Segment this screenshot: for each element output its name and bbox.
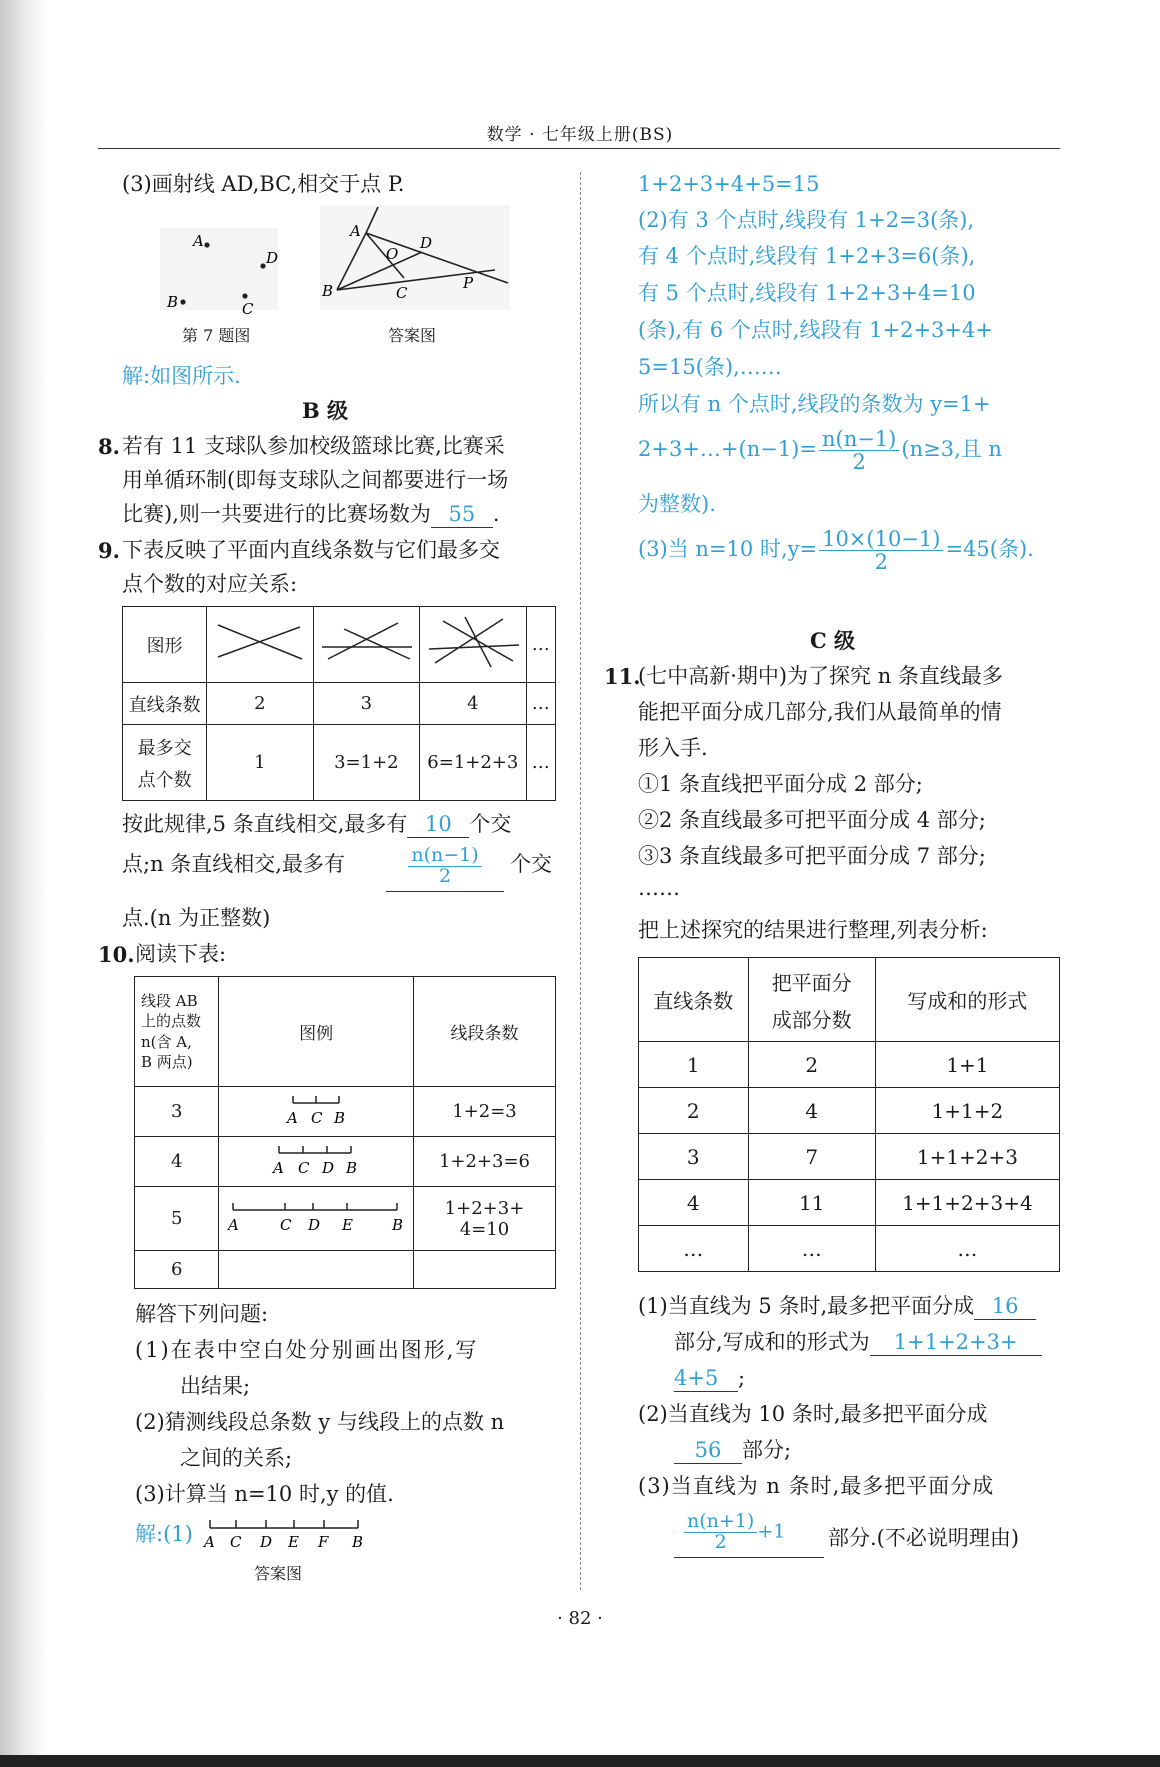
q9-follow1-post: 个交 [469,812,512,836]
q11-p1-end: ; [738,1366,746,1390]
seg-label: B [334,1109,346,1127]
q10-row-count: 1+2+3=6 [413,1137,555,1187]
q9-line2: 点个数的对应关系: [122,572,298,596]
q7-part3: (3)画射线 AD,BC,相交于点 P. [122,172,405,196]
q10-sol-frac-num: n(n−1) [819,428,899,451]
seg-label: F [318,1533,329,1551]
seg-label: D [308,1216,321,1234]
q11-head-lines: 直线条数 [639,958,749,1042]
q8-line2: 用单循环制(即每支球队之间都要进行一场 [122,468,509,492]
q10-head-l1: 线段 AB [141,992,198,1010]
q9-points-cell: 1 [207,725,313,801]
q10-sol-line10-pre: (3)当 n=10 时,y= [638,537,818,562]
q10-head-l2: 上的点数 [141,1012,202,1031]
seg-label: A [228,1216,239,1234]
label-d: D [420,234,433,252]
q11-line4: 把上述探究的结果进行整理,列表分析: [638,918,988,942]
q10-ask: 解答下列问题: [135,1302,269,1326]
q10-sol-frac-den: 2 [852,450,866,475]
q9-points-cell: 6=1+2+3 [420,725,526,801]
q10-sol-line8-pre: 2+3+…+(n−1)= [638,437,817,462]
q11-head-parts-l1: 把平面分 [771,970,852,995]
seg-label: B [352,1533,364,1551]
q9-ellipsis: … [526,607,555,683]
q11-head-parts-l2: 成部分数 [771,1007,852,1032]
q11-table [638,957,1060,1272]
q7-answer-bg [320,205,510,310]
section-c-heading: C 级 [810,628,856,653]
seg-label: C [298,1159,310,1177]
q11-p1-line2 [674,1330,1042,1356]
q11-cell: … [639,1226,749,1272]
q11-cell: 3 [639,1134,749,1180]
q11-cell: 1+1+2+3 [875,1134,1059,1180]
q10-row-count [413,1187,555,1251]
q10-p2-l1: (2)猜测线段总条数 y 与线段上的点数 n [135,1410,505,1434]
q10-sol-line6: 5=15(条),…… [638,355,782,379]
q9-table [122,606,556,801]
seg-label: A [273,1159,284,1177]
seg-label: C [230,1533,242,1551]
q10-sol-frac2-den: 2 [874,550,888,575]
q9-row-count-head: 直线条数 [123,683,207,725]
point-c [242,293,247,298]
q7-answer-figure [320,205,510,313]
q10-row-count: 1+2=3 [413,1087,555,1137]
label-o: O [386,245,399,263]
q10-sol-line10 [638,528,1034,573]
q11-p3-den: 2 [714,1530,727,1553]
q11-p2-post: 部分; [742,1438,792,1462]
q10-head-count: 线段条数 [413,977,555,1087]
q9-follow-line1 [122,812,511,838]
q9-answer1: 10 [407,812,469,838]
label-d: D [266,249,279,267]
q11-cell: 4 [748,1088,875,1134]
section-b-heading: B 级 [302,398,349,423]
q9-number: 9. [98,538,120,563]
q9-follow2-text: 点;n 条直线相交,最多有 [122,852,345,876]
header-rule [98,148,1060,149]
q11-p2-answer: 56 [674,1438,742,1464]
fig-label-q7: 第 7 题图 [182,326,251,345]
q10-row-n: 4 [135,1137,219,1187]
seg-label: B [392,1216,404,1234]
q10-empty-figure [219,1251,414,1289]
point-b [180,299,185,304]
q9-line1: 下表反映了平面内直线条数与它们最多交 [122,538,500,562]
running-header: 数学 · 七年级上册(BS) [486,125,674,145]
q10-p1-l1: (1)在表中空白处分别画出图形,写 [135,1338,479,1362]
seg-label: C [311,1109,323,1127]
seg-label: D [260,1533,273,1551]
q10-sol-line2: (2)有 3 个点时,线段有 1+2=3(条), [638,208,975,232]
q10-p2-l2: 之间的关系; [180,1446,293,1470]
seg-label: D [322,1159,335,1177]
q9-row-points-head [123,725,207,801]
q10-number: 10. [98,942,135,967]
q8-line3-text: 比赛),则一共要进行的比赛场数为 [122,502,431,526]
q9-answer2-den: 2 [438,864,452,887]
q9-count-cell: 2 [207,683,313,725]
q10-count-l2: 4=10 [459,1218,510,1240]
q10-head-points [135,977,219,1087]
q9-follow1-text: 按此规律,5 条直线相交,最多有 [122,812,408,836]
q8-line3 [122,502,500,528]
q10-sol-line8 [638,428,1002,473]
q11-cell: … [748,1226,875,1272]
q10-row-n: 5 [135,1187,219,1251]
q11-line3: 形入手. [638,736,708,760]
q11-cell: 4 [639,1180,749,1226]
bottom-edge-bar [0,1755,1160,1767]
q11-case3: ③3 条直线最多可把平面分成 7 部分; [638,844,986,868]
column-divider [580,172,581,1590]
q11-cell: 1+1+2+3+4 [875,1180,1059,1226]
q11-p1-text: (1)当直线为 5 条时,最多把平面分成 [638,1294,975,1318]
q9-count-cell: 4 [420,683,526,725]
q10-row-n: 6 [135,1251,219,1289]
q8-answer: 55 [431,502,493,528]
q10-sol-line10-post: =45(条). [945,537,1034,562]
q10-p1-l2: 出结果; [180,1374,251,1398]
q11-cell: 1+1+2 [875,1088,1059,1134]
point-d [260,263,265,268]
q10-table [134,976,556,1289]
q11-p1-answer2a: 1+1+2+3+ [870,1330,1042,1356]
q9-figure-2-lines [207,607,313,683]
label-a: A [193,232,204,250]
q11-cell: … [875,1226,1059,1272]
q11-p2-line1: (2)当直线为 10 条时,最多把平面分成 [638,1402,988,1426]
point-a [204,242,209,247]
q10-solution-prefix: 解:(1) [135,1522,193,1546]
q8-period: . [492,502,500,526]
q10-sol-line7: 所以有 n 个点时,线段的条数为 y=1+ [638,392,991,416]
q11-cell: 7 [748,1134,875,1180]
label-c: C [396,284,408,302]
q11-p3-post: 部分.(不必说明理由) [828,1526,1020,1550]
q11-p3-num: n(n+1) [684,1512,757,1533]
label-b: B [322,282,334,300]
q10-head-figure: 图例 [219,977,414,1087]
q11-p1-line3 [674,1366,745,1392]
q10-count-l1: 1+2+3+ [444,1197,525,1219]
q11-cell: 11 [748,1180,875,1226]
q10-sol-frac2-num: 10×(10−1) [819,528,943,551]
q11-head-sum: 写成和的形式 [875,958,1059,1042]
q7-figure [160,228,280,318]
q11-cell: 2 [639,1088,749,1134]
q10-sol-line8-post: (n≥3,且 n [901,437,1002,462]
q11-cell: 1 [639,1042,749,1088]
seg-label: B [346,1159,358,1177]
q11-cell: 1+1 [875,1042,1059,1088]
label-b: B [167,293,179,311]
q9-ellipsis: … [526,683,555,725]
q11-head-parts [748,958,875,1042]
q11-p1-line1 [638,1294,1036,1320]
q9-figure-3-lines [313,607,419,683]
q10-p3: (3)计算当 n=10 时,y 的值. [135,1482,394,1506]
q11-cell: 2 [748,1042,875,1088]
q10-row-n: 3 [135,1087,219,1137]
q11-case1: ①1 条直线把平面分成 2 部分; [638,772,923,796]
q11-p3-answer [674,1512,824,1558]
q10-head-l4: B 两点) [141,1052,193,1071]
q9-figure-4-lines [420,607,526,683]
seg-label: E [342,1216,354,1234]
q10-answer-fig-label: 答案图 [254,1564,303,1583]
page-number: · 82 · [557,1608,603,1629]
q11-p1-answer2b: 4+5 [674,1366,738,1392]
label-a: A [350,222,361,240]
q11-p1-answer: 16 [974,1294,1036,1320]
q9-points-head-l1: 最多交 [137,737,192,759]
q11-p3-line1: (3)当直线为 n 条时,最多把平面分成 [638,1474,995,1498]
q10-sol-line4: 有 5 个点时,线段有 1+2+3+4=10 [638,281,976,305]
q10-sol-line1: 1+2+3+4+5=15 [638,172,820,196]
seg-label: A [287,1109,298,1127]
seg-label: E [288,1533,299,1551]
q10-figure-5-points [219,1187,414,1251]
seg-label: A [204,1533,215,1551]
q9-count-cell: 3 [313,683,419,725]
q9-answer2-num: n(n−1) [408,846,481,867]
q11-p2-line2 [674,1438,791,1464]
q9-answer2 [386,846,504,892]
q11-number: 11. [604,664,641,689]
q9-points-cell: 3=1+2 [313,725,419,801]
label-p: P [463,274,474,292]
q10-intro: 阅读下表: [135,942,227,966]
q7-solution: 解:如图所示. [122,364,241,388]
q11-dots: …… [638,876,680,900]
q10-figure-4-points [219,1137,414,1187]
q10-sol-line5: (条),有 6 个点时,线段有 1+2+3+4+ [638,318,993,342]
q11-p3-plus: +1 [757,1520,786,1543]
page-edge-shadow [0,0,48,1767]
seg-label: C [280,1216,292,1234]
q9-follow3: 点.(n 为正整数) [122,906,271,930]
q8-line1: 若有 11 支球队参加校级篮球比赛,比赛采 [122,434,505,458]
label-c: C [242,300,254,318]
q9-row-figure-head: 图形 [123,607,207,683]
q10-head-l3: n(含 A, [141,1032,192,1051]
q8-number: 8. [98,434,120,459]
q11-case2: ②2 条直线最多可把平面分成 4 部分; [638,808,986,832]
q9-points-head-l2: 点个数 [137,769,192,791]
fig-label-answer: 答案图 [388,326,437,345]
q10-sol-line3: 有 4 个点时,线段有 1+2+3=6(条), [638,244,976,268]
q10-empty-count [413,1251,555,1289]
q11-p1-mid: 部分,写成和的形式为 [674,1330,870,1354]
q11-line2: 能把平面分成几部分,我们从最简单的情 [638,700,1002,724]
q10-answer-figure [202,1514,362,1552]
q9-follow2-post: 个交 [510,852,552,876]
q9-ellipsis: … [526,725,555,801]
q11-line1: (七中高新·期中)为了探究 n 条直线最多 [638,664,1003,688]
q10-sol-line9: 为整数). [638,492,716,516]
q10-figure-3-points [219,1087,414,1137]
